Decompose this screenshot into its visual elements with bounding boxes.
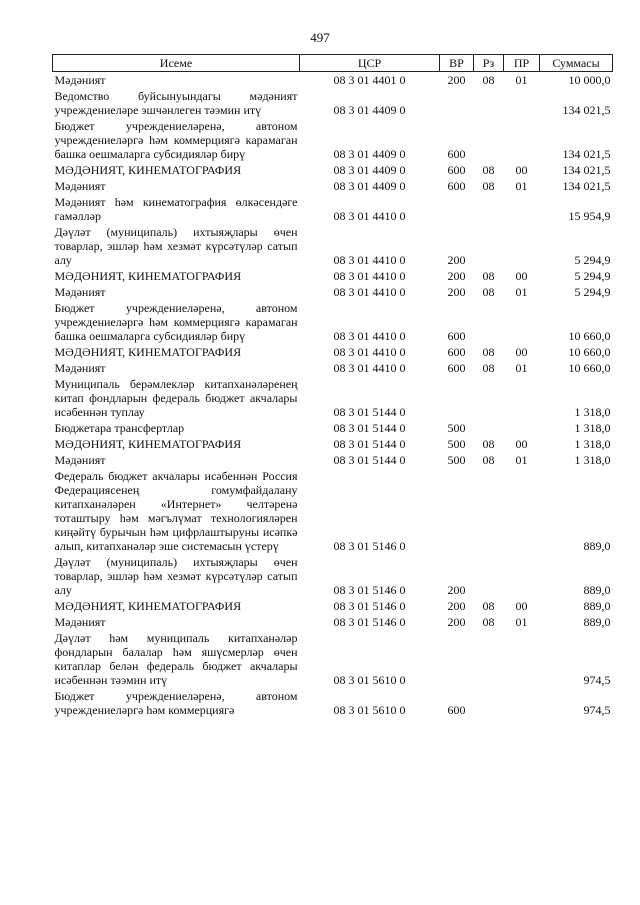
cell-pr bbox=[504, 554, 540, 598]
table-row bbox=[53, 468, 613, 554]
table-row bbox=[53, 178, 613, 194]
cell-vr bbox=[440, 468, 474, 554]
cell-vr bbox=[440, 88, 474, 118]
table-row bbox=[53, 300, 613, 344]
cell-rz: 08 bbox=[482, 615, 495, 629]
cell-vr: 500 bbox=[447, 437, 466, 451]
cell-name: Ведомство буйсынуындагы мәдәният учреждениеләре эшчәнлеген тәэмин итү bbox=[54, 89, 298, 117]
cell-csr: 08 3 01 5146 0 bbox=[333, 599, 406, 613]
cell-csr: 08 3 01 5144 0 bbox=[333, 421, 406, 435]
cell-vr: 600 bbox=[447, 345, 466, 359]
cell-vr: 200 bbox=[447, 269, 466, 283]
cell-pr bbox=[504, 376, 540, 420]
table-body bbox=[53, 72, 613, 719]
cell-vr: 200 bbox=[447, 615, 466, 629]
cell-pr: 01 bbox=[515, 179, 528, 193]
cell-csr: 08 3 01 4409 0 bbox=[333, 147, 406, 161]
cell-name: Мәдәният bbox=[54, 285, 106, 299]
cell-name: Мәдәният bbox=[53, 72, 300, 89]
cell-rz bbox=[474, 420, 504, 436]
cell-rz bbox=[474, 688, 504, 718]
cell-pr: 00 bbox=[515, 345, 528, 359]
cell-sum: 889,0 bbox=[583, 539, 611, 553]
table-row bbox=[53, 118, 613, 162]
cell-name: Мәдәният bbox=[54, 615, 106, 629]
cell-vr: 200 bbox=[447, 583, 466, 597]
table-row bbox=[53, 284, 613, 300]
cell-pr bbox=[504, 688, 540, 718]
cell-csr: 08 3 01 4401 0 bbox=[300, 72, 440, 89]
cell-rz bbox=[474, 88, 504, 118]
cell-name: МӘДӘНИЯТ, КИНЕМАТОГРАФИЯ bbox=[54, 437, 242, 451]
table-row bbox=[53, 268, 613, 284]
cell-pr: 01 bbox=[504, 72, 540, 89]
cell-pr bbox=[504, 420, 540, 436]
header-vr: ВР bbox=[440, 55, 474, 72]
cell-rz bbox=[474, 554, 504, 598]
cell-vr: 200 bbox=[447, 599, 466, 613]
cell-pr bbox=[504, 468, 540, 554]
table-row bbox=[53, 614, 613, 630]
cell-sum: 974,5 bbox=[583, 673, 611, 687]
cell-pr: 00 bbox=[515, 599, 528, 613]
cell-csr: 08 3 01 5146 0 bbox=[333, 583, 406, 597]
header-rz: Рз bbox=[474, 55, 504, 72]
cell-vr: 600 bbox=[447, 147, 466, 161]
cell-name: Мәдәният bbox=[54, 453, 106, 467]
cell-name: Бюджет учреждениеләренә, автоном учреждениеләргә һәм коммерциягә карамаган башка оешмаларга субсидияләр бирү bbox=[54, 119, 298, 161]
cell-sum: 1 318,0 bbox=[574, 405, 611, 419]
cell-csr: 08 3 01 4410 0 bbox=[333, 269, 406, 283]
cell-csr: 08 3 01 5610 0 bbox=[333, 673, 406, 687]
cell-sum: 10 660,0 bbox=[568, 329, 611, 343]
cell-csr: 08 3 01 4409 0 bbox=[333, 179, 406, 193]
cell-csr: 08 3 01 4410 0 bbox=[333, 361, 406, 375]
cell-pr bbox=[504, 118, 540, 162]
cell-csr: 08 3 01 4410 0 bbox=[333, 285, 406, 299]
cell-csr: 08 3 01 4410 0 bbox=[333, 209, 406, 223]
budget-table bbox=[52, 54, 613, 718]
table-row bbox=[53, 554, 613, 598]
cell-sum: 134 021,5 bbox=[562, 147, 611, 161]
cell-csr: 08 3 01 4409 0 bbox=[333, 103, 406, 117]
cell-name: МӘДӘНИЯТ, КИНЕМАТОГРАФИЯ bbox=[54, 345, 242, 359]
cell-csr: 08 3 01 4410 0 bbox=[333, 329, 406, 343]
table-row bbox=[53, 598, 613, 614]
table-row bbox=[53, 420, 613, 436]
cell-vr: 600 bbox=[447, 179, 466, 193]
cell-rz bbox=[474, 118, 504, 162]
cell-name: Мәдәният bbox=[54, 361, 106, 375]
cell-vr: 200 bbox=[447, 285, 466, 299]
table-row bbox=[53, 376, 613, 420]
cell-name: МӘДӘНИЯТ, КИНЕМАТОГРАФИЯ bbox=[54, 269, 242, 283]
cell-name: МӘДӘНИЯТ, КИНЕМАТОГРАФИЯ bbox=[54, 163, 242, 177]
cell-rz: 08 bbox=[482, 285, 495, 299]
cell-sum: 889,0 bbox=[583, 583, 611, 597]
cell-pr: 01 bbox=[515, 285, 528, 299]
cell-vr: 200 bbox=[447, 253, 466, 267]
cell-sum: 889,0 bbox=[583, 615, 611, 629]
table-row bbox=[53, 224, 613, 268]
cell-pr: 00 bbox=[515, 269, 528, 283]
cell-name: МӘДӘНИЯТ, КИНЕМАТОГРАФИЯ bbox=[54, 599, 242, 613]
cell-name: Бюджет учреждениеләренә, автоном учреждениеләргә һәм коммерциягә карамаган башка оешмаларга субсидияләр бирү bbox=[54, 301, 298, 343]
cell-pr: 01 bbox=[515, 615, 528, 629]
cell-csr: 08 3 01 5144 0 bbox=[333, 453, 406, 467]
cell-rz: 08 bbox=[482, 179, 495, 193]
table-row bbox=[53, 630, 613, 688]
table-header-row bbox=[53, 55, 613, 72]
cell-csr: 08 3 01 5146 0 bbox=[333, 539, 406, 553]
cell-rz: 08 bbox=[474, 72, 504, 89]
cell-sum: 5 294,9 bbox=[574, 269, 611, 283]
cell-pr: 00 bbox=[515, 437, 528, 451]
table-row bbox=[53, 688, 613, 718]
cell-rz bbox=[474, 630, 504, 688]
cell-vr bbox=[440, 194, 474, 224]
cell-sum: 5 294,9 bbox=[574, 253, 611, 267]
cell-csr: 08 3 01 4410 0 bbox=[333, 253, 406, 267]
cell-pr: 01 bbox=[515, 453, 528, 467]
cell-pr: 01 bbox=[515, 361, 528, 375]
cell-rz bbox=[474, 468, 504, 554]
cell-name: Федераль бюджет акчалары исәбеннән Россия Федерациясенең гомумфайдалану китапханәләрен «Интернет» челтәренә тоташтыру һәм мәгълүмат технологияләрен киңәйтү бурычын һәм цифрлаштыруны исәпкә алып, китапханәләр эше системасын үстерү bbox=[54, 469, 298, 553]
header-csr: ЦСР bbox=[300, 55, 440, 72]
header-sum: Суммасы bbox=[540, 55, 613, 72]
table-row bbox=[53, 452, 613, 468]
cell-vr: 600 bbox=[447, 703, 466, 717]
cell-rz: 08 bbox=[482, 345, 495, 359]
cell-sum: 5 294,9 bbox=[574, 285, 611, 299]
cell-name: Дәүләт һәм муниципаль китапханәләр фондларын балалар һәм яшүсмерләр өчен китаплар белән федераль бюджет акчалары исәбеннән тәэмин итү bbox=[54, 631, 298, 687]
cell-vr bbox=[440, 630, 474, 688]
cell-name: Мәдәният һәм кинематография өлкәсендәге гамәлләр bbox=[54, 195, 298, 223]
cell-csr: 08 3 01 4410 0 bbox=[333, 345, 406, 359]
cell-sum: 1 318,0 bbox=[574, 421, 611, 435]
cell-pr bbox=[504, 194, 540, 224]
cell-csr: 08 3 01 4409 0 bbox=[333, 163, 406, 177]
table-row bbox=[53, 162, 613, 178]
cell-rz: 08 bbox=[482, 269, 495, 283]
cell-rz bbox=[474, 224, 504, 268]
cell-vr: 500 bbox=[447, 421, 466, 435]
cell-rz: 08 bbox=[482, 453, 495, 467]
cell-name: Дәүләт (муниципаль) ихтыяҗлары өчен товарлар, эшләр һәм хезмәт күрсәтүләр сатып алу bbox=[54, 225, 298, 267]
cell-vr bbox=[440, 376, 474, 420]
cell-vr: 500 bbox=[447, 453, 466, 467]
cell-sum: 10 000,0 bbox=[540, 72, 613, 89]
cell-csr: 08 3 01 5144 0 bbox=[333, 437, 406, 451]
cell-csr: 08 3 01 5610 0 bbox=[333, 703, 406, 717]
cell-rz: 08 bbox=[482, 361, 495, 375]
cell-name: Дәүләт (муниципаль) ихтыяҗлары өчен товарлар, эшләр һәм хезмәт күрсәтүләр сатып алу bbox=[54, 555, 298, 597]
cell-sum: 974,5 bbox=[583, 703, 611, 717]
cell-vr: 600 bbox=[447, 163, 466, 177]
cell-sum: 15 954,9 bbox=[568, 209, 611, 223]
cell-vr: 600 bbox=[447, 329, 466, 343]
cell-rz: 08 bbox=[482, 599, 495, 613]
cell-name: Муниципаль берәмлекләр китапханәләренең китап фондларын федераль бюджет акчалары исәбеннән туплау bbox=[54, 377, 298, 419]
table-row bbox=[53, 360, 613, 376]
cell-sum: 134 021,5 bbox=[562, 103, 611, 117]
cell-pr bbox=[504, 630, 540, 688]
page-number: 497 bbox=[310, 30, 330, 45]
table-row bbox=[53, 72, 613, 89]
cell-rz bbox=[474, 376, 504, 420]
cell-sum: 1 318,0 bbox=[574, 453, 611, 467]
cell-sum: 1 318,0 bbox=[574, 437, 611, 451]
table-row bbox=[53, 436, 613, 452]
cell-sum: 134 021,5 bbox=[562, 163, 611, 177]
cell-name: Бюджет учреждениеләренә, автоном учреждениеләргә һәм коммерциягә bbox=[54, 689, 298, 717]
table-row bbox=[53, 344, 613, 360]
cell-pr: 00 bbox=[515, 163, 528, 177]
table-row bbox=[53, 88, 613, 118]
cell-name: Бюджетара трансфертлар bbox=[54, 421, 185, 435]
cell-pr bbox=[504, 88, 540, 118]
cell-rz: 08 bbox=[482, 437, 495, 451]
cell-csr: 08 3 01 5144 0 bbox=[333, 405, 406, 419]
cell-name: Мәдәният bbox=[54, 179, 106, 193]
cell-sum: 10 660,0 bbox=[568, 345, 611, 359]
cell-sum: 10 660,0 bbox=[568, 361, 611, 375]
cell-csr: 08 3 01 5146 0 bbox=[333, 615, 406, 629]
cell-rz: 08 bbox=[482, 163, 495, 177]
header-name: Исеме bbox=[53, 55, 300, 72]
cell-vr: 600 bbox=[447, 361, 466, 375]
cell-rz bbox=[474, 194, 504, 224]
cell-vr: 200 bbox=[440, 72, 474, 89]
cell-rz bbox=[474, 300, 504, 344]
table-row bbox=[53, 194, 613, 224]
header-pr: ПР bbox=[504, 55, 540, 72]
cell-sum: 889,0 bbox=[583, 599, 611, 613]
cell-pr bbox=[504, 300, 540, 344]
cell-sum: 134 021,5 bbox=[562, 179, 611, 193]
cell-pr bbox=[504, 224, 540, 268]
